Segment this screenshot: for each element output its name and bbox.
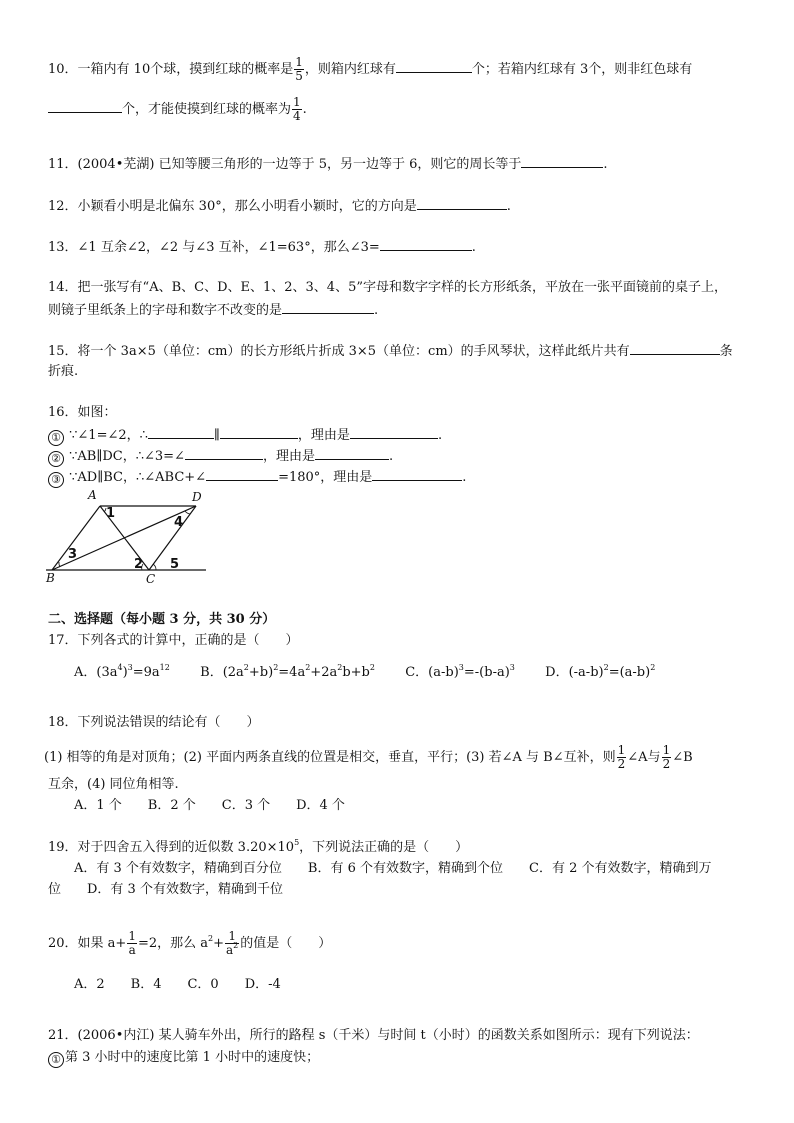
angle-2-label: 2 bbox=[134, 557, 144, 572]
q10-line2 bbox=[48, 96, 307, 123]
circled-number-3: ③ bbox=[48, 472, 64, 488]
q16-l1c: ，理由是 bbox=[297, 428, 350, 443]
q20-text-b: =2，那么 a bbox=[137, 936, 209, 951]
q19-stem-text: 19．对于四舍五入得到的近似数 3.20×10 bbox=[48, 840, 295, 855]
q21-text-a: 21．(2006•内江) 某人骑车外出，所行的路程 s（千米）与时间 t（小时）的函数关系如图所示：现有下列说法： bbox=[48, 1028, 699, 1043]
q15-line2 bbox=[48, 363, 78, 381]
fraction-one-half: $\frac{1}{2}$ bbox=[662, 743, 671, 771]
q20-options[interactable] bbox=[74, 976, 281, 994]
q16-l2a: ∵AB∥DC，∴∠3=∠ bbox=[69, 449, 185, 464]
q16-l2c: . bbox=[388, 449, 394, 464]
q21-text-b: 第 3 小时中的速度比第 1 小时中的速度快； bbox=[65, 1050, 320, 1065]
answer-blank[interactable] bbox=[206, 467, 278, 481]
q21-item1 bbox=[48, 1049, 319, 1068]
q16-title bbox=[48, 404, 117, 422]
q10-text-c: 个；若箱内红球有 3个，则非红色球有 bbox=[471, 62, 693, 77]
q17-option-a[interactable]: A．$(3a^4)^3=9a^{12}$ bbox=[74, 663, 170, 680]
angle-5-label: 5 bbox=[170, 557, 180, 572]
q19-options-text1[interactable]: A．有 3 个有效数字，精确到百分位 B．有 6 个有效数字，精确到个位 C．有 2 个有效数字，精确到万 bbox=[74, 861, 712, 876]
frac-den: 5 bbox=[295, 69, 303, 83]
answer-blank[interactable] bbox=[396, 59, 472, 73]
q14-line1 bbox=[48, 279, 727, 297]
answer-blank[interactable] bbox=[48, 99, 122, 113]
q16-l3c: . bbox=[462, 470, 467, 485]
q15-text-a: 15．将一个 3a×5（单位：cm）的长方形纸片折成 3×5（单位：cm）的手风琴状，这样此纸片共有 bbox=[48, 344, 630, 359]
angle-1-label: 1 bbox=[106, 506, 116, 521]
q19-options-1[interactable] bbox=[74, 860, 712, 878]
q10-text-a: 10．一箱内有 10个球，摸到红球的概率是 bbox=[48, 62, 294, 77]
answer-blank[interactable] bbox=[148, 425, 214, 439]
q18-stem bbox=[48, 714, 260, 732]
q16-line2 bbox=[48, 446, 393, 467]
section-2-heading bbox=[48, 611, 275, 629]
q19-stem-text2: ，下列说法正确的是（ ） bbox=[299, 840, 469, 855]
q10-text-b: ，则箱内红球有 bbox=[304, 62, 396, 77]
q12 bbox=[48, 196, 511, 216]
q16-l1a: ∵∠1=∠2，∴ bbox=[69, 428, 148, 443]
q14-line2 bbox=[48, 300, 378, 320]
q18-stem-text: 18．下列说法错误的结论有（ ） bbox=[48, 715, 260, 730]
q11 bbox=[48, 154, 608, 174]
q18-angle-b: ∠B bbox=[672, 750, 693, 765]
q11-end: . bbox=[603, 157, 608, 172]
q14-text-b: 则镜子里纸条上的字母和数字不改变的是 bbox=[48, 303, 283, 318]
q20-text-d: 的值是（ ） bbox=[240, 936, 332, 951]
q13-end: . bbox=[471, 240, 476, 255]
vertex-d-label: D bbox=[192, 490, 202, 504]
q16-title-text: 16．如图： bbox=[48, 405, 117, 420]
answer-blank[interactable] bbox=[417, 196, 507, 210]
section-2-text: 二、选择题（每小题 3 分，共 30 分） bbox=[48, 612, 276, 627]
q18-body2 bbox=[48, 776, 179, 794]
q13 bbox=[48, 237, 476, 257]
q12-text: 12．小颖看小明是北偏东 30°，那么小明看小颖时，它的方向是 bbox=[48, 199, 417, 214]
fraction-one-over-a: $\frac{1}{a}$ bbox=[128, 929, 136, 957]
q18-body1-text: (1) 相等的角是对顶角；(2) 平面内两条直线的位置是相交，垂直，平行；(3) 若∠A 与 B∠互补，则 bbox=[44, 750, 616, 765]
q17-stem bbox=[48, 632, 299, 650]
fraction-one-fifth bbox=[294, 56, 304, 83]
circled-number-1: ① bbox=[48, 430, 64, 446]
q20-text-a: 20．如果 a+ bbox=[48, 936, 127, 951]
answer-blank[interactable] bbox=[220, 425, 298, 439]
fraction-one-half: $\frac{1}{2}$ bbox=[617, 743, 626, 771]
q18-angle-a: ∠A与 bbox=[627, 750, 661, 765]
fraction-one-over-a-squared: $\frac{1}{a^2}$ bbox=[226, 929, 239, 957]
q11-text: 11．(2004•芜湖) 已知等腰三角形的一边等于 5，另一边等于 6，则它的周长等于 bbox=[48, 157, 522, 172]
q10-line1 bbox=[48, 56, 692, 83]
q18-body1 bbox=[44, 744, 693, 771]
q19-options-text2[interactable]: 位 D．有 3 个有效数字，精确到千位 bbox=[48, 882, 283, 897]
q17-option-c[interactable]: C．$(a-b)^3=-(b-a)^3$ bbox=[405, 663, 515, 680]
q16-l2b: ，理由是 bbox=[262, 449, 315, 464]
answer-blank[interactable] bbox=[282, 300, 374, 314]
q20-plus: + bbox=[213, 936, 225, 951]
q10-text-d: 个，才能使摸到红球的概率为 bbox=[122, 102, 292, 117]
q13-text: 13．∠1 互余∠2，∠2 与∠3 互补，∠1=63°，那么∠3= bbox=[48, 240, 380, 255]
q20-square: 2 bbox=[208, 934, 214, 943]
circled-number-1: ① bbox=[48, 1052, 64, 1068]
q17-options bbox=[74, 664, 655, 682]
q19-stem bbox=[48, 839, 468, 857]
q19-exponent: 5 bbox=[294, 838, 300, 847]
answer-blank[interactable] bbox=[315, 446, 389, 460]
circled-number-2: ② bbox=[48, 451, 64, 467]
q18-options[interactable] bbox=[74, 797, 345, 815]
fraction-one-quarter bbox=[292, 96, 302, 123]
q17-option-b[interactable]: B．$(2a^2+b)^2=4a^2+2a^2b+b^2$ bbox=[200, 663, 375, 680]
q21-stem bbox=[48, 1027, 699, 1045]
q15-line1 bbox=[48, 341, 733, 361]
vertex-a-label: A bbox=[88, 488, 97, 502]
frac-num: 1 bbox=[293, 95, 301, 109]
q20-stem bbox=[48, 930, 331, 957]
q16-l1b: ∥ bbox=[213, 428, 220, 443]
q17-option-d[interactable]: D．$(-a-b)^2=(a-b)^2$ bbox=[545, 663, 656, 680]
q15-text-c: 折痕. bbox=[48, 364, 79, 379]
answer-blank[interactable] bbox=[521, 154, 603, 168]
angle-4-label: 4 bbox=[174, 515, 184, 530]
q12-end: . bbox=[506, 199, 511, 214]
angle-3-label: 3 bbox=[68, 547, 78, 562]
frac-num: 1 bbox=[295, 55, 303, 69]
answer-blank[interactable] bbox=[380, 237, 472, 251]
q17-stem-text: 17．下列各式的计算中，正确的是（ ） bbox=[48, 633, 299, 648]
q16-l3a: ∵AD∥BC，∴∠ABC+∠ bbox=[69, 470, 207, 485]
q10-text-e: . bbox=[302, 102, 307, 117]
frac-den: 4 bbox=[293, 109, 301, 123]
q14-text-a: 14．把一张写有“A、B、C、D、E、1、2、3、4、5”字母和数字字样的长方形纸条，平放在一张平面镜前的桌子上， bbox=[48, 280, 727, 295]
q14-end: . bbox=[374, 303, 379, 318]
angle-arc-4 bbox=[185, 511, 190, 514]
q18-body2-text: 互余，(4) 同位角相等. bbox=[48, 777, 179, 792]
q20-options-text[interactable]: A．2 B．4 C．0 D．-4 bbox=[74, 977, 281, 992]
q18-options-text[interactable]: A．1 个 B．2 个 C．3 个 D．4 个 bbox=[74, 798, 345, 813]
answer-blank[interactable] bbox=[630, 341, 720, 355]
q19-options-2[interactable] bbox=[48, 881, 283, 899]
vertex-b-label: B bbox=[46, 571, 55, 585]
q16-line1 bbox=[48, 425, 442, 446]
parallelogram-figure bbox=[44, 484, 224, 588]
q16-l1d: . bbox=[437, 428, 443, 443]
q16-l3b: =180°，理由是 bbox=[278, 470, 373, 485]
vertex-c-label: C bbox=[146, 572, 156, 586]
answer-blank[interactable] bbox=[185, 446, 263, 460]
answer-blank[interactable] bbox=[350, 425, 438, 439]
q15-text-b: 条 bbox=[719, 344, 733, 359]
answer-blank[interactable] bbox=[372, 467, 462, 481]
